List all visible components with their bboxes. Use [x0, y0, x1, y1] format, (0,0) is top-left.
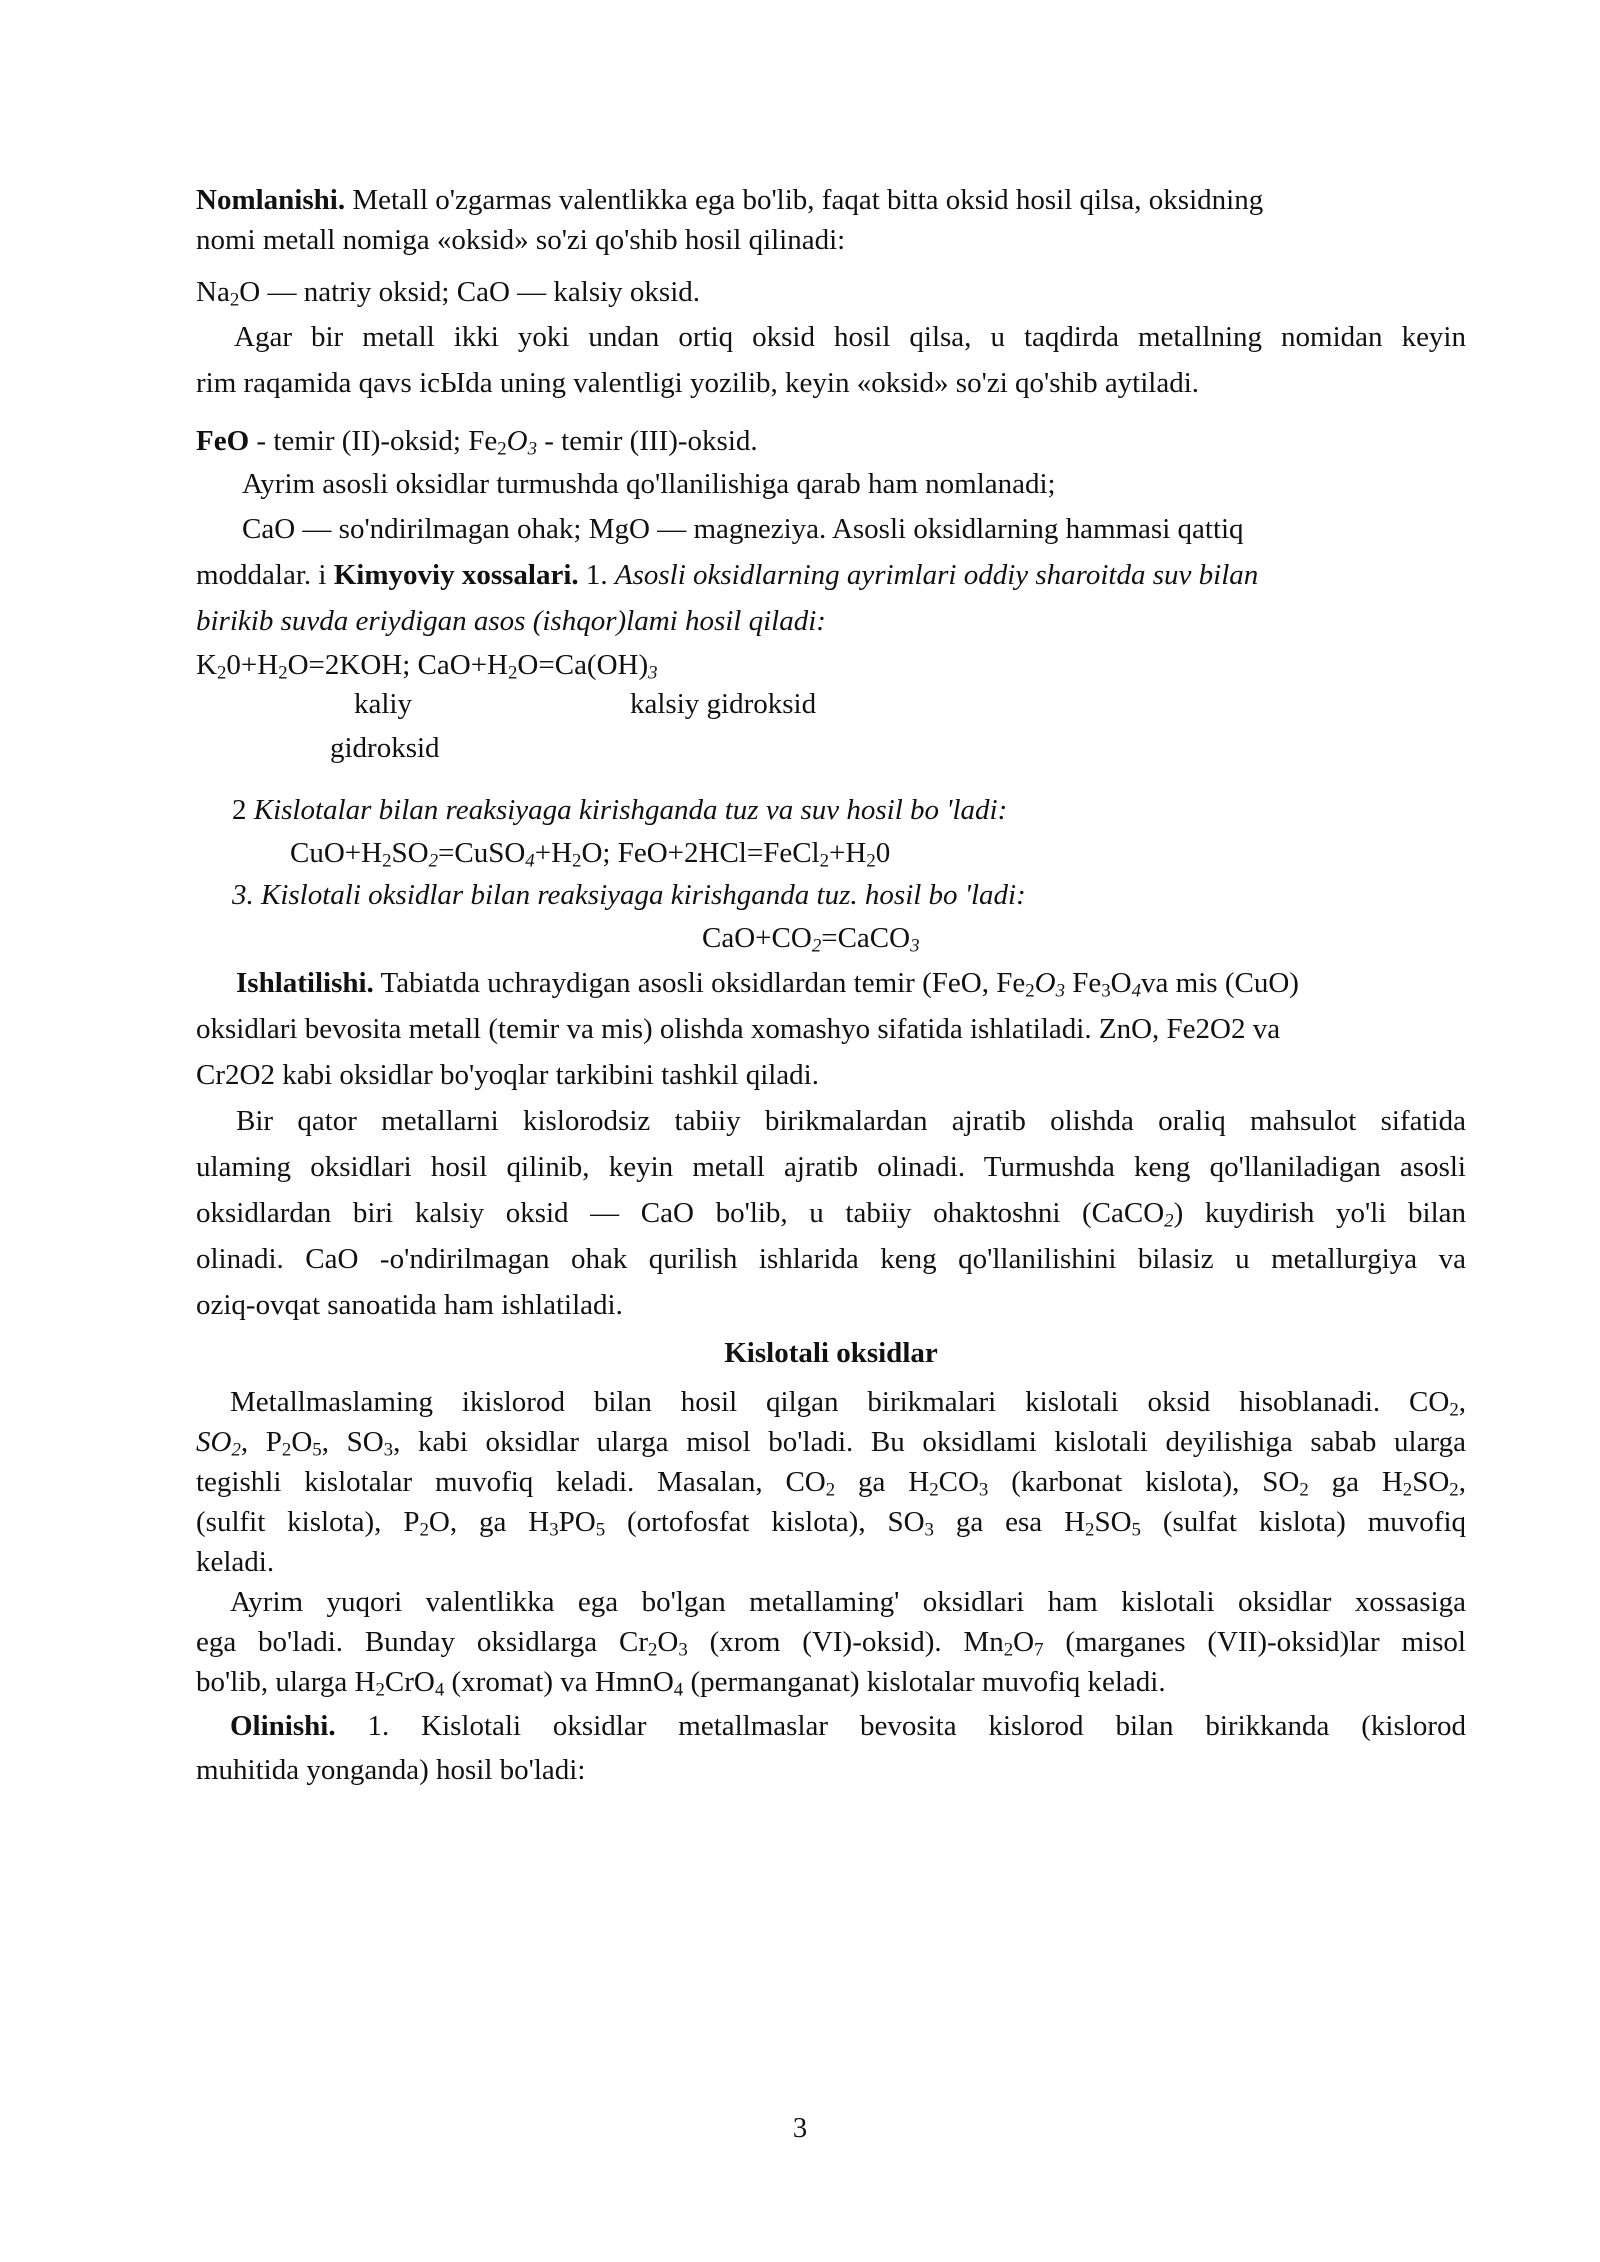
text: Tabiatda uchraydigan asosli oksidlardan temir (FeO, Fe [373, 967, 1026, 999]
text: Kislotalar bilan reaksiyaga kirishganda tuz va suv hosil bo 'ladi: [246, 794, 1008, 826]
text: ga esa H [933, 1506, 1086, 1538]
paragraph-agar [196, 314, 1466, 406]
text: CO [938, 1466, 979, 1498]
heading-ishlatilishi: Ishlatilishi. [236, 967, 374, 999]
text: =CaCO [821, 922, 911, 954]
text-line: ulaming oksidlari hosil qilinib, keyin metall ajratib olinadi. Turmushda keng qo'llaniladigan asosli [196, 1151, 1466, 1183]
paragraph-ayrim-yuqori [196, 1582, 1466, 1702]
text: (sulfat kislota) muvofiq [1140, 1506, 1467, 1538]
subscript: 2 [278, 662, 288, 684]
section-title-text: Kislotali oksidlar [724, 1337, 938, 1369]
text: ega bo'ladi. Bunday oksidlarga Cr [196, 1626, 648, 1658]
subscript: 4 [1131, 980, 1142, 1002]
text: Asosli oksidlarning ayrimlari oddiy sharoitda suv bilan [614, 559, 1259, 591]
text: , SO [321, 1426, 384, 1458]
page-number: 3 [792, 2112, 808, 2144]
text: +H [534, 837, 573, 869]
paragraph-ishlatilishi [196, 960, 1466, 1098]
subscript: 2 [572, 850, 582, 872]
subscript: 5 [1131, 1519, 1141, 1541]
text-line: tegishli kislotalar muvofiq keladi. Masalan, $CO_2$ ga $H_2CO_3$ (karbonat kislota), $SO_2$ ga $H_2SO_2$, [196, 1466, 1466, 1501]
text-line: nomi metall nomiga «oksid» so'zi qo'shib hosil qilinadi: [196, 224, 846, 256]
text: (xrom (VI)-oksid). Mn [687, 1626, 1004, 1658]
paragraph-nomlanishi [196, 180, 1466, 260]
text: ) kuydirish yo'li bilan [1173, 1197, 1466, 1229]
subscript: 2 [1449, 1479, 1459, 1501]
text-line: olinadi. CaO -o'ndirilmagan ohak qurilish ishlarida keng qo'llanilishini bilasiz u metallurgiya va [196, 1243, 1466, 1275]
text: (sulfit kislota), P [196, 1506, 420, 1538]
text: tegishli kislotalar muvofiq keladi. Masalan, CO [196, 1466, 826, 1498]
label-kaliy: kaliy [354, 688, 412, 720]
subscript: 5 [595, 1519, 606, 1541]
text: (marganes (VII)-oksid)lar misol [1043, 1626, 1466, 1658]
example-line [196, 270, 1466, 314]
text-line: muhitida yonganda) hosil bo'ladi: [196, 1754, 586, 1786]
text: 3. Kislotali oksidlar bilan reaksiyaga kirishganda tuz. hosil bo 'ladi: [232, 879, 1026, 911]
text: (karbonat kislota), SO [988, 1466, 1300, 1498]
text: (permanganat) kislotalar muvofiq keladi. [683, 1666, 1166, 1698]
subscript: 2 [497, 438, 507, 460]
subscript: 2 [647, 1639, 658, 1661]
text-line [196, 598, 1466, 644]
subscript: 2 [1003, 1639, 1014, 1661]
item-3 [196, 874, 1466, 916]
subscript: 2 [1299, 1479, 1309, 1501]
text: O=2KOH; CaO+H [287, 649, 508, 681]
text: , kabi oksidlar ularga misol bo'ladi. Bu oksidlami kislotali deyilishiga sabab ularga [393, 1426, 1466, 1458]
text: +H [829, 837, 867, 869]
label-kalsiy-gidroksid: kalsiy gidroksid [630, 688, 817, 720]
text: - temir (III)-oksid. [537, 425, 758, 457]
text: CrO [384, 1666, 435, 1698]
subscript: 2 [229, 289, 240, 311]
text: O [291, 1426, 313, 1458]
text: , P [240, 1426, 282, 1458]
subscript: 2 [375, 1679, 385, 1701]
text-line [196, 1662, 1466, 1702]
subscript: 2 [1025, 980, 1035, 1002]
subscript: 3 [678, 1639, 688, 1661]
subscript: 4 [525, 850, 535, 872]
subscript: 7 [1034, 1639, 1044, 1661]
equation-3 [196, 916, 1466, 960]
subscript: 2 [419, 1519, 429, 1541]
subscript: 3 [978, 1479, 989, 1501]
subscript: 5 [312, 1439, 322, 1461]
text: 1. Kislotali oksidlar metallmaslar bevosita kislorod bilan birikkanda (kislorod [335, 1710, 1466, 1742]
text: SO [391, 837, 429, 869]
text: O, ga H [428, 1506, 550, 1538]
text-line [196, 1422, 1466, 1462]
section-title [196, 1328, 1466, 1378]
subscript: 2 [1164, 1210, 1174, 1232]
subscript: 2 [825, 1479, 836, 1501]
text: SO [1412, 1466, 1450, 1498]
text-line [196, 1502, 1466, 1542]
subscript: 2 [1085, 1519, 1095, 1541]
text: O [1034, 967, 1056, 999]
text-line: oziq-ovqat sanoatida ham ishlatiladi. [196, 1289, 623, 1321]
text-line: Metallmaslaming ikislorod bilan hosil qilgan birikmalari kislotali oksid hisoblanadi. $CO_2$, [230, 1386, 1466, 1421]
text: Metall o'zgarmas valentlikka ega bo'lib, faqat bitta oksid hosil qilsa, oksidning [352, 184, 1264, 216]
subscript: 2 [811, 935, 822, 957]
heading-kimyoviy-xossalari: Kimyoviy xossalari. [333, 559, 579, 591]
equation-labels-2 [196, 728, 1466, 788]
subscript: 3 [1101, 980, 1111, 1002]
subscript: 4 [434, 1679, 445, 1701]
text: Metallmaslaming ikislorod bilan hosil qilgan birikmalari kislotali oksid hisoblanadi. CO [230, 1386, 1450, 1418]
text: 0 [875, 837, 891, 869]
text: ga H [835, 1466, 930, 1498]
text-line: oksidlari bevosita metall (temir va mis) olishda xomashyo sifatida ishlatiladi. ZnO, Fe2O2 va [196, 1013, 1281, 1045]
text: SO [1094, 1506, 1132, 1538]
text-line [196, 180, 1466, 220]
text-line: rim raqamida qavs icЫda uning valentligi yozilib, keyin «oksid» so'zi qo'shib aytiladi. [196, 367, 1200, 399]
heading-nomlanishi: Nomlanishi. [196, 184, 346, 216]
text-line [196, 1622, 1466, 1662]
item-2 [196, 788, 1466, 832]
text: oksidlardan biri kalsiy oksid — CaO bo'lib, u tabiiy ohaktoshni (CaCO [196, 1197, 1165, 1229]
text: 0+H [226, 649, 279, 681]
text: 1. [578, 559, 615, 591]
text: va mis (CuO) [1141, 967, 1299, 999]
text: (ortofosfat kislota), SO [605, 1506, 925, 1538]
text: (xromat) va HmnO [444, 1666, 674, 1698]
text-line: Cr2O2 kabi oksidlar bo'yoqlar tarkibini tashkil qiladi. [196, 1059, 819, 1091]
subscript: 3 [910, 935, 920, 957]
feo-line [196, 420, 1466, 462]
text: CaO+CO [702, 922, 812, 954]
subscript: 2 [1402, 1479, 1413, 1501]
label-gidroksid: gidroksid [330, 732, 440, 764]
text: O [1013, 1626, 1035, 1658]
subscript: 3 [1055, 980, 1065, 1002]
text: PO [558, 1506, 596, 1538]
formula-feo: FeO [196, 425, 250, 457]
text: O [1110, 967, 1132, 999]
subscript: 2 [1449, 1399, 1459, 1421]
subscript: 2 [281, 1439, 292, 1461]
text: ga H [1308, 1466, 1403, 1498]
text: CuO+H [290, 837, 383, 869]
text: =CuSO [438, 837, 526, 869]
text: birikib suvda eriydigan asos (ishqor)lami hosil qiladi: [196, 605, 826, 637]
text-line [196, 1704, 1466, 1748]
subscript: 3 [549, 1519, 559, 1541]
subscript: 2 [866, 850, 876, 872]
text: K [196, 649, 217, 681]
text-line: CaO — so'ndirilmagan ohak; MgO — magneziya. Asosli oksidlarning hammasi qattiq [242, 513, 1244, 545]
text-line: Ayrim yuqori valentlikka ega bo'lgan metallaming' oksidlari ham kislotali oksidlar xossasiga [230, 1586, 1466, 1618]
subscript: 2 [216, 662, 227, 684]
text-line: keladi. [196, 1546, 275, 1578]
text: O [506, 425, 528, 457]
document-page [196, 180, 1466, 1792]
text: O=Ca(OH) [517, 649, 649, 681]
text-line [196, 960, 1466, 1006]
subscript: 2 [819, 850, 830, 872]
equation-1 [196, 644, 1466, 686]
subscript: 3 [924, 1519, 934, 1541]
equation-2 [196, 832, 1466, 874]
item-number: 2 [232, 794, 247, 826]
text: - temir (II)-oksid; Fe [249, 425, 498, 457]
heading-olinishi: Olinishi. [230, 1710, 336, 1742]
subscript: 4 [673, 1679, 684, 1701]
paragraph-olinishi [196, 1704, 1466, 1792]
subscript: 3 [648, 662, 658, 684]
text-line: Ayrim asosli oksidlar turmushda qo'llanilishiga qarab ham nomlanadi; [242, 468, 1056, 500]
subscript: 2 [428, 850, 439, 872]
text: Fe [1065, 967, 1102, 999]
text-line [196, 1190, 1466, 1236]
text-line: Bir qator metallarni kislorodsiz tabiiy birikmalardan ajratib olishda oraliq mahsulot sifatida [236, 1105, 1466, 1137]
text: O [657, 1626, 679, 1658]
subscript: 2 [382, 850, 392, 872]
paragraph-bir-qator [196, 1098, 1466, 1328]
text: Na [196, 276, 230, 308]
paragraph-metallmas [196, 1382, 1466, 1582]
text: bo'lib, ularga H [196, 1666, 376, 1698]
text: SO [196, 1426, 232, 1458]
text-line: Agar bir metall ikki yoki undan ortiq oksid hosil qilsa, u taqdirda metallning nomidan keyin [234, 321, 1466, 353]
text: O — natriy oksid; CaO — kalsiy oksid. [239, 276, 701, 308]
text: O; FeO+2HCl=FeCl [581, 837, 820, 869]
text: moddalar. i [196, 559, 334, 591]
subscript: 2 [231, 1439, 241, 1461]
equation-labels [196, 686, 1466, 728]
text-line [196, 552, 1466, 598]
subscript: 2 [929, 1479, 939, 1501]
subscript: 3 [527, 438, 537, 460]
subscript: 3 [383, 1439, 394, 1461]
subscript: 2 [508, 662, 518, 684]
